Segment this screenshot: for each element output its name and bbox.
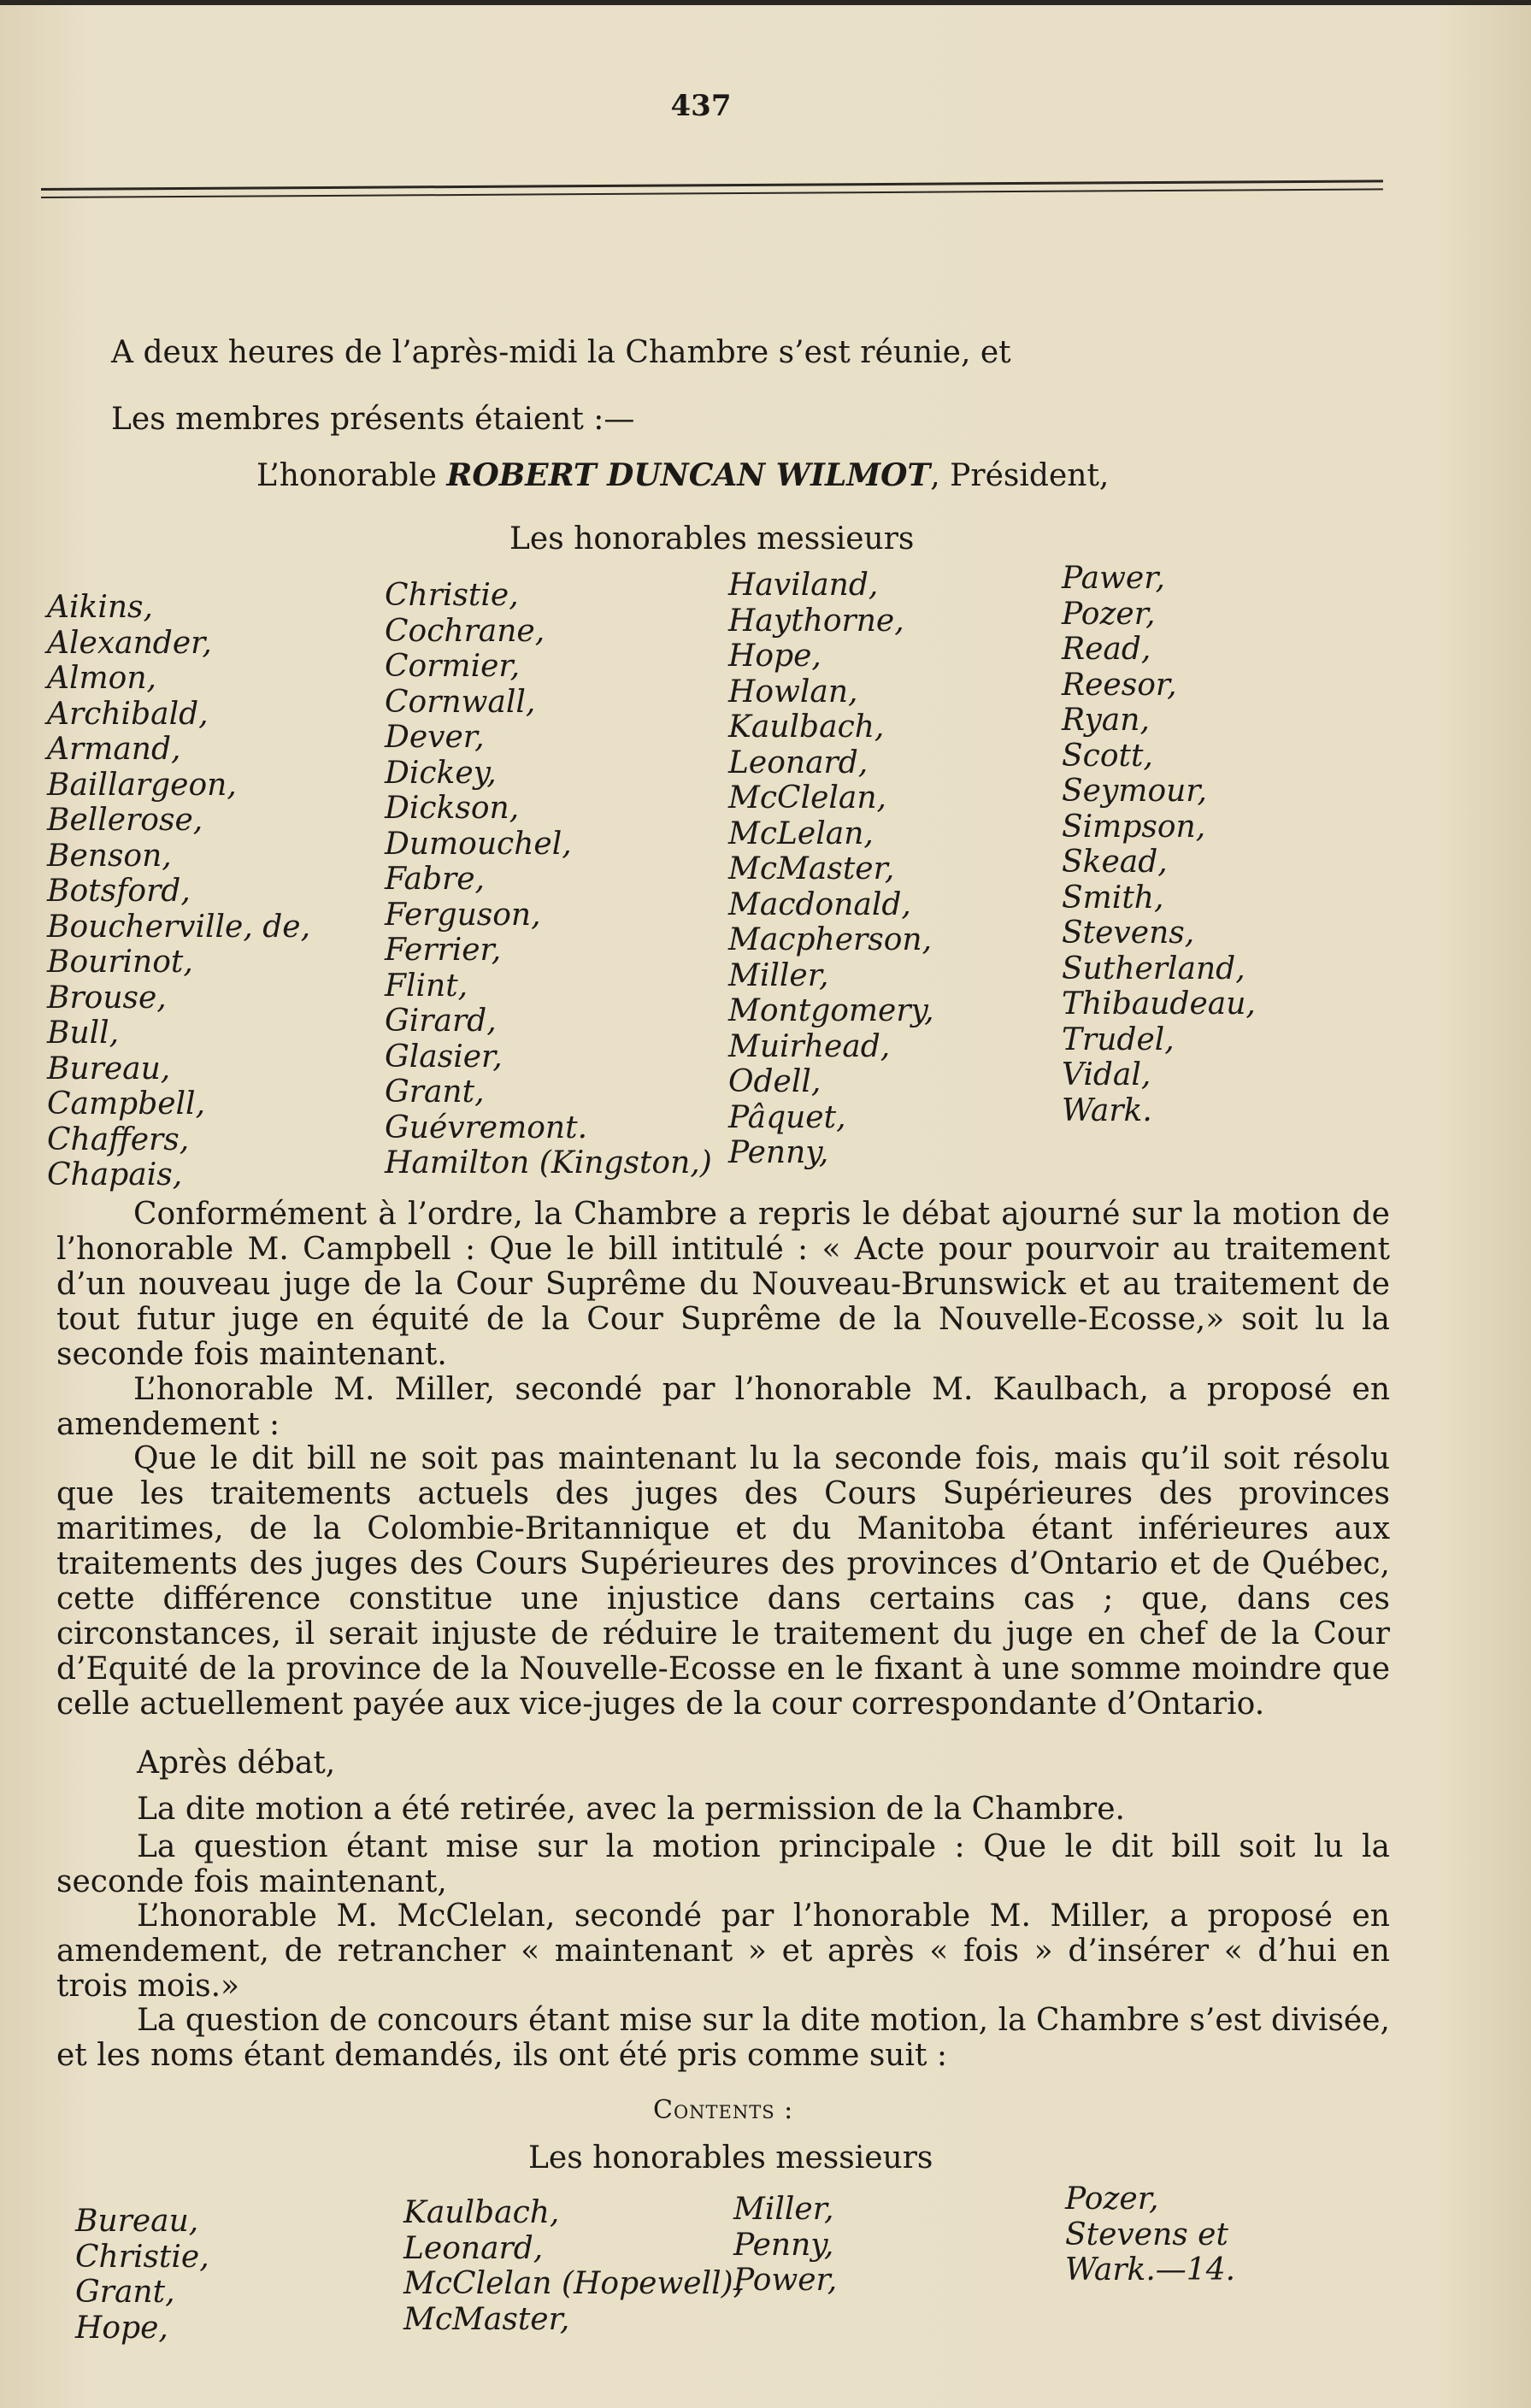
contents-honorables-heading: Les honorables messieurs xyxy=(528,2140,933,2175)
member-name: Bureau, xyxy=(47,1051,171,1086)
member-name: Botsford, xyxy=(47,874,191,909)
contents-column-4 xyxy=(1065,2181,1235,2288)
member-name: McClelan, xyxy=(728,780,886,815)
member-name: Muirhead, xyxy=(728,1028,891,1064)
contents-name: Pozer, xyxy=(1065,2181,1159,2217)
member-name: Brouse, xyxy=(47,980,167,1016)
contents-name: Grant, xyxy=(75,2275,175,2310)
members-column-3 xyxy=(728,568,934,1171)
member-name: Kaulbach, xyxy=(728,709,885,745)
member-name: Macpherson, xyxy=(728,922,933,957)
contents-name: Wark.—14. xyxy=(1065,2252,1236,2287)
president-name: ROBERT DUNCAN WILMOT xyxy=(446,457,931,493)
contents-name: Kaulbach, xyxy=(403,2195,560,2230)
member-name: Pâquet, xyxy=(728,1099,846,1135)
member-name: Read, xyxy=(1062,632,1151,667)
member-name: Armand, xyxy=(47,732,181,767)
member-name: Haviland, xyxy=(728,568,879,603)
member-name: Haythorne, xyxy=(728,603,904,639)
member-name: Campbell, xyxy=(47,1086,206,1122)
member-name: Stevens, xyxy=(1062,916,1195,951)
member-name: Aikins, xyxy=(47,590,153,625)
paragraph-debate: Conformément à l’ordre, la Chambre a repris le débat ajourné sur la motion de l’honorable M. Campbell : Que le bill intitulé : « Acte pour pourvoir au traitement d’un nouveau juge de la Cour Suprême du Nouveau-Brunswick et au traitement de tout futur juge en équité de la Cour Suprême de la Nouvelle-Ecosse,» soit lu la seconde fois maintenant. xyxy=(56,1197,1390,1372)
member-name: Skead, xyxy=(1062,845,1168,880)
member-name: Bull, xyxy=(47,1016,120,1051)
member-name: Sutherland, xyxy=(1062,951,1245,986)
paragraph-after-debate: Après débat, xyxy=(137,1746,336,1781)
member-name: Wark. xyxy=(1062,1092,1152,1128)
contents-column-3 xyxy=(733,2192,837,2299)
member-name: Baillargeon, xyxy=(47,767,237,803)
member-name: Seymour, xyxy=(1062,774,1207,809)
member-name: Benson, xyxy=(47,838,172,874)
member-name: Hope, xyxy=(728,639,821,674)
member-name: Vidal, xyxy=(1062,1057,1151,1092)
paragraph-division: La question de concours étant mise sur la dite motion, la Chambre s’est divisée, et les noms étant demandés, ils ont été pris comme suit : xyxy=(56,2003,1390,2073)
member-name: Dickson, xyxy=(385,791,520,826)
contents-name: Christie, xyxy=(75,2239,209,2275)
member-name: Miller, xyxy=(728,957,829,993)
members-column-1 xyxy=(47,590,310,1193)
paragraph-withdrawn: La dite motion a été retirée, avec la permission de la Chambre. xyxy=(137,1792,1125,1827)
member-name: Reesor, xyxy=(1062,667,1177,703)
member-name: Girard, xyxy=(385,1004,497,1039)
member-name: Grant, xyxy=(385,1074,485,1110)
member-name: Boucherville, de, xyxy=(47,909,311,945)
member-name: Chaffers, xyxy=(47,1122,190,1157)
page-number: 437 xyxy=(670,89,732,123)
president-suffix: , Président, xyxy=(930,458,1110,493)
member-name: Ryan, xyxy=(1062,703,1150,738)
members-present-line: Les membres présents étaient :— xyxy=(111,402,635,437)
contents-name: McClelan (Hopewell), xyxy=(403,2266,744,2301)
member-name: Dumouchel, xyxy=(385,826,572,862)
member-name: Chapais, xyxy=(47,1157,183,1192)
president-line xyxy=(256,458,1109,493)
contents-name: McMaster, xyxy=(403,2301,570,2337)
contents-name: Stevens et xyxy=(1065,2217,1228,2252)
contents-column-2 xyxy=(403,2195,743,2337)
opening-line: A deux heures de l’après-midi la Chambre s’est réunie, et xyxy=(111,335,1011,370)
member-name: Cochrane, xyxy=(385,613,545,649)
paragraph-main-motion: La question étant mise sur la motion principale : Que le dit bill soit lu la seconde fois maintenant, xyxy=(56,1829,1390,1899)
member-name: Penny, xyxy=(728,1135,829,1170)
header-rule-thin xyxy=(41,188,1383,198)
honorables-heading: Les honorables messieurs xyxy=(509,521,915,556)
member-name: Pawer, xyxy=(1062,561,1165,596)
member-name: Ferrier, xyxy=(385,933,502,968)
member-name: Dickey, xyxy=(385,755,497,791)
member-name: Almon, xyxy=(47,661,156,696)
paragraph-mcclelan-amendment: L’honorable M. McClelan, secondé par l’honorable M. Miller, a proposé en amendement, de retrancher « maintenant » et après « fois » d’insérer « d’hui en trois mois.» xyxy=(56,1899,1390,2004)
member-name: Christie, xyxy=(385,578,519,613)
member-name: Fabre, xyxy=(385,862,485,897)
member-name: Archibald, xyxy=(47,696,209,732)
page-top-edge xyxy=(0,0,1531,5)
contents-name: Power, xyxy=(733,2263,838,2298)
member-name: Howlan, xyxy=(728,674,858,709)
member-name: Pozer, xyxy=(1062,596,1156,632)
contents-name: Penny, xyxy=(733,2227,834,2263)
member-name: Odell, xyxy=(728,1064,821,1099)
member-name: McMaster, xyxy=(728,851,895,886)
member-name: Trudel, xyxy=(1062,1021,1175,1057)
member-name: Scott, xyxy=(1062,738,1153,774)
members-column-2 xyxy=(385,578,712,1181)
member-name: Dever, xyxy=(385,720,485,755)
member-name: Cormier, xyxy=(385,649,521,684)
member-name: McLelan, xyxy=(728,815,874,851)
contents-name: Hope, xyxy=(75,2310,168,2346)
member-name: Ferguson, xyxy=(385,897,541,933)
president-prefix: L’honorable xyxy=(256,458,447,493)
member-name: Alexander, xyxy=(47,625,212,661)
member-name: Macdonald, xyxy=(728,886,911,922)
contents-heading: Contents : xyxy=(653,2095,794,2125)
paragraph-amendment-text: Que le dit bill ne soit pas maintenant lu la seconde fois, mais qu’il soit résolu que les traitements actuels des juges des Cours Supérieures des provinces maritimes, de la Colombie-Britannique et du Manitoba étant inférieures aux traitements des juges des Cours Supérieures des provinces d’Ontario et de Québec, cette différence constitue une injustice dans certains cas ; que, dans ces circonstances, il serait injuste de réduire le traitement du juge en chef de la Cour d’Equité de la province de la Nouvelle-Ecosse en le fixant à une somme moindre que celle actuellement payée aux vice-juges de la cour correspondante d’Ontario. xyxy=(56,1441,1390,1722)
member-name: Hamilton (Kingston,) xyxy=(385,1145,712,1180)
member-name: Montgomery, xyxy=(728,993,934,1028)
member-name: Glasier, xyxy=(385,1039,503,1074)
contents-name: Miller, xyxy=(733,2192,834,2227)
paragraph-amendment-intro: L’honorable M. Miller, secondé par l’honorable M. Kaulbach, a proposé en amendement : xyxy=(56,1372,1390,1442)
member-name: Cornwall, xyxy=(385,684,536,720)
contents-column-1 xyxy=(75,2204,209,2346)
member-name: Smith, xyxy=(1062,880,1164,916)
contents-name: Leonard, xyxy=(403,2230,544,2266)
member-name: Leonard, xyxy=(728,745,869,780)
member-name: Bellerose, xyxy=(47,803,203,838)
contents-name: Bureau, xyxy=(75,2204,199,2239)
member-name: Guévremont. xyxy=(385,1110,588,1145)
member-name: Simpson, xyxy=(1062,809,1206,845)
members-column-4 xyxy=(1062,561,1256,1128)
member-name: Flint, xyxy=(385,968,468,1004)
member-name: Bourinot, xyxy=(47,945,193,980)
member-name: Thibaudeau, xyxy=(1062,986,1256,1021)
